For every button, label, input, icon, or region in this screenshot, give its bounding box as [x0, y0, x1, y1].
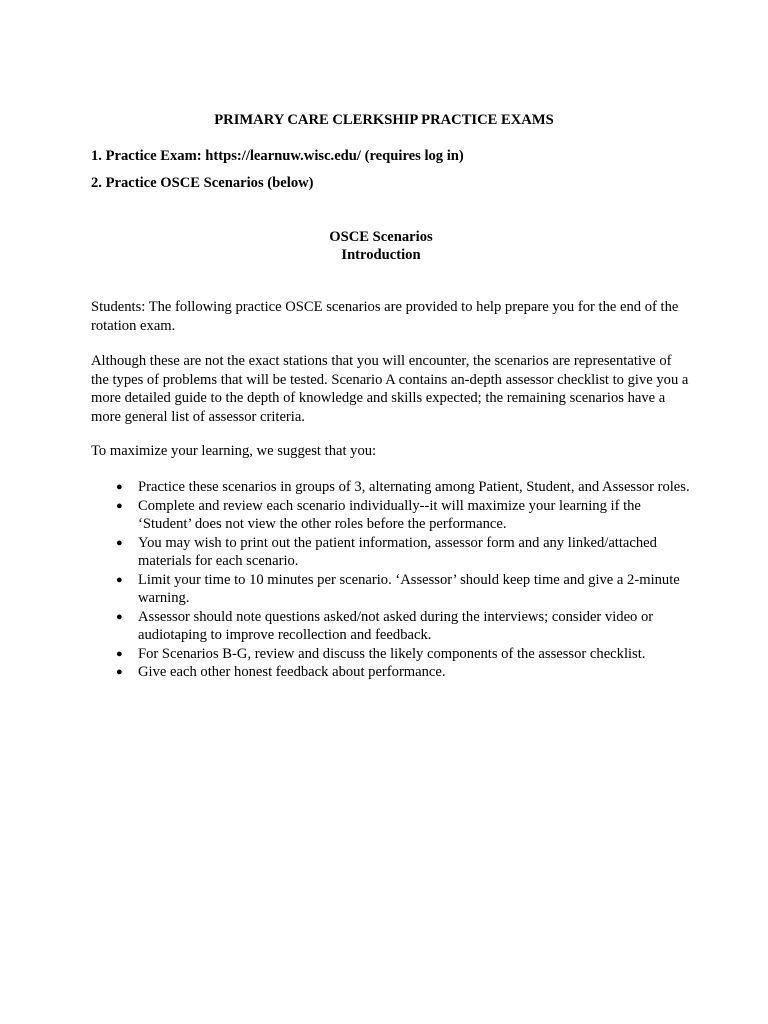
- suggestion-list: [91, 478, 691, 682]
- suggestion-paragraph: To maximize your learning, we suggest that you:: [91, 443, 377, 459]
- list-item: [91, 608, 691, 645]
- intro-paragraph: Students: The following practice OSCE scenarios are provided to help prepare you for the end of the rotation exam.: [91, 299, 679, 334]
- list-item: [91, 645, 691, 664]
- list-item-text: For Scenarios B-G, review and discuss the likely components of the assessor checklist.: [138, 645, 646, 662]
- practice-osce-item: 2. Practice OSCE Scenarios (below): [91, 175, 314, 191]
- list-item-text: Give each other honest feedback about performance.: [138, 664, 446, 680]
- section-title: OSCE Scenarios: [329, 229, 433, 245]
- list-item: [91, 534, 691, 571]
- list-item-text: Complete and review each scenario individually--it will maximize your learning if the ‘Student’ does not view the other roles before the performance.: [138, 497, 641, 532]
- section-subtitle: Introduction: [341, 247, 421, 263]
- list-item: [91, 478, 691, 497]
- bullet-icon: ●: [116, 536, 123, 549]
- bullet-icon: ●: [116, 499, 123, 512]
- document-title: PRIMARY CARE CLERKSHIP PRACTICE EXAMS: [214, 112, 554, 128]
- list-item-text: Practice these scenarios in groups of 3, alternating among Patient, Student, and Assessor roles.: [138, 479, 690, 495]
- description-paragraph: Although these are not the exact stations that you will encounter, the scenarios are representative of the types of problems that will be tested. Scenario A contains an-depth assessor checklist to give you a more detailed guide to the depth of knowledge and skills expected; the remaining scenarios have a more general list of assessor criteria.: [91, 353, 689, 425]
- list-item-text: You may wish to print out the patient information, assessor form and any linked/attached materials for each scenario.: [138, 534, 657, 569]
- list-item: [91, 497, 691, 534]
- list-item-text: Assessor should note questions asked/not asked during the interviews; consider video or audiotaping to improve recollection and feedback.: [138, 608, 654, 643]
- bullet-icon: ●: [116, 481, 123, 493]
- list-item: [91, 571, 691, 608]
- bullet-icon: ●: [116, 647, 123, 660]
- bullet-icon: ●: [116, 666, 123, 678]
- list-item: [91, 663, 691, 682]
- list-item-text: Limit your time to 10 minutes per scenario. ‘Assessor’ should keep time and give a 2-minute warning.: [138, 571, 680, 606]
- practice-exam-item: 1. Practice Exam: https://learnuw.wisc.edu/ (requires log in): [91, 148, 464, 164]
- bullet-icon: ●: [116, 573, 123, 586]
- bullet-icon: ●: [116, 610, 123, 623]
